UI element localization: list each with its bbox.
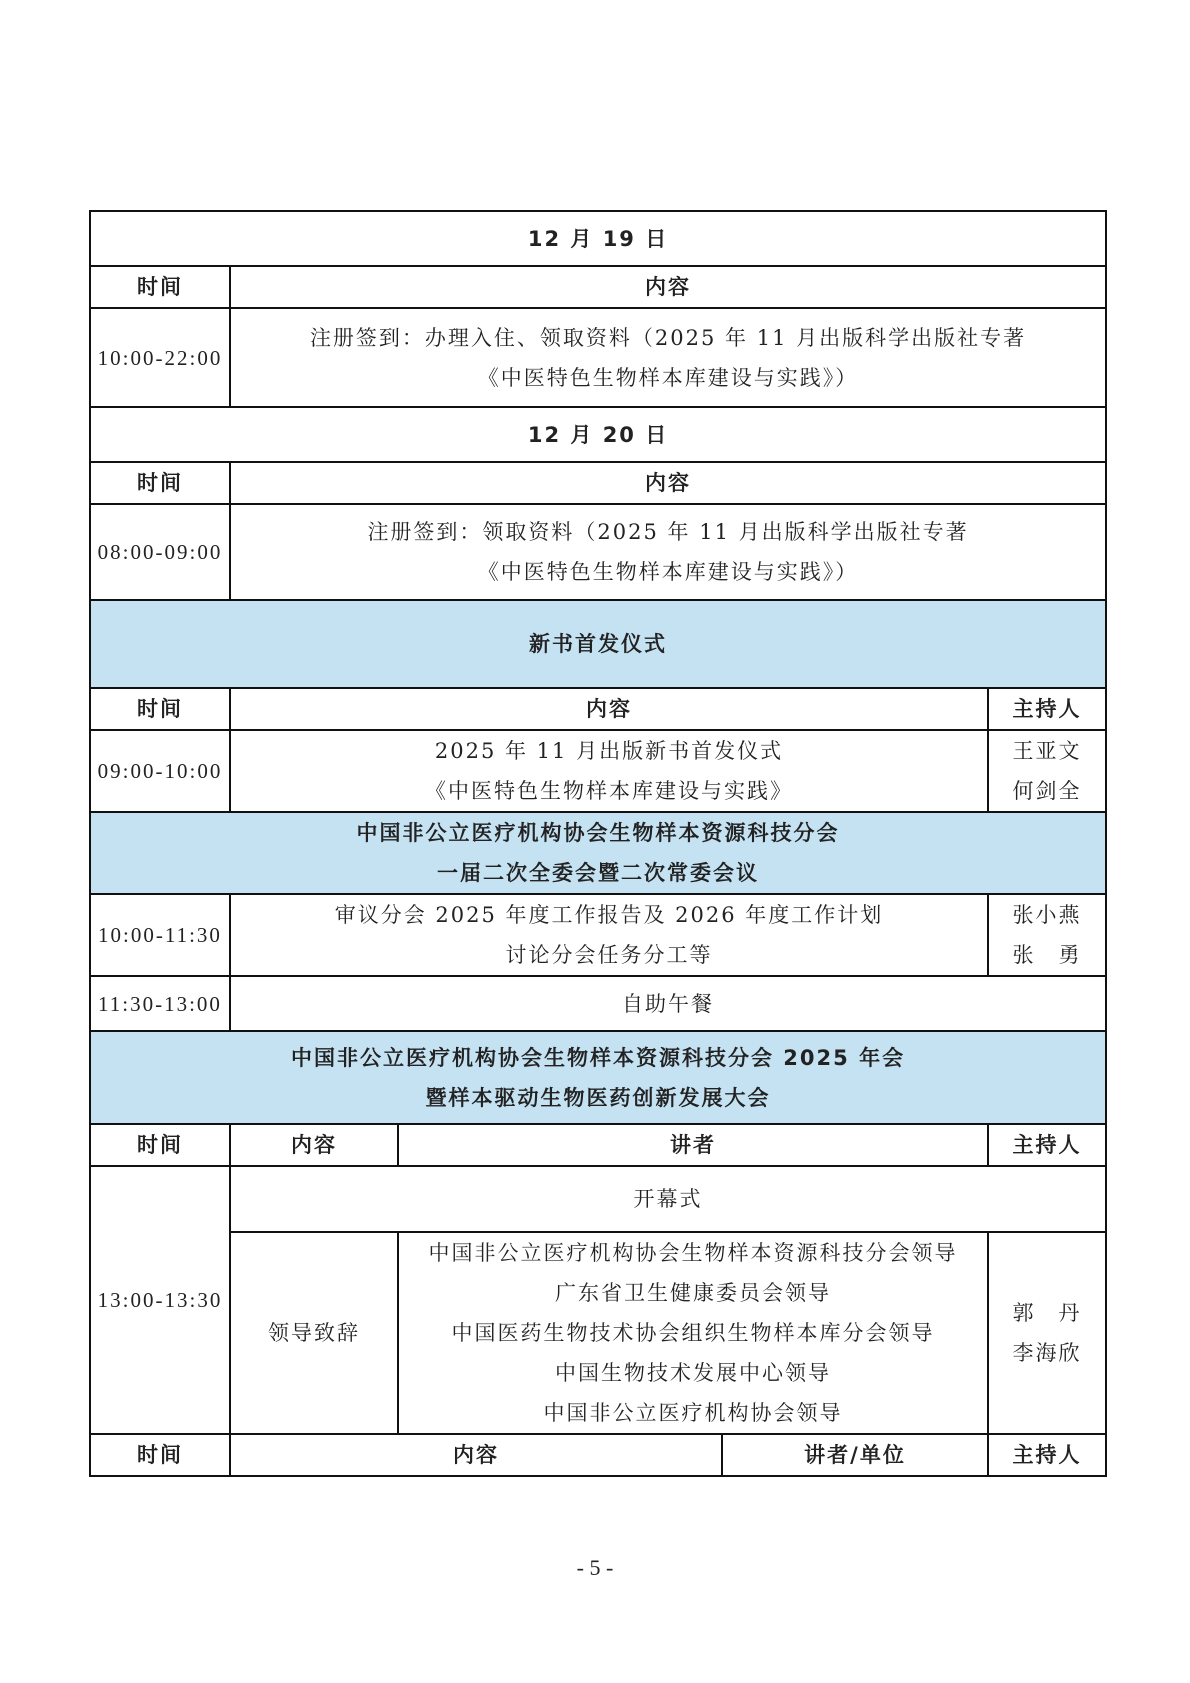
- lunch-row-time: 11:30-13:00: [90, 976, 230, 1031]
- launch-header-content: 内容: [230, 688, 988, 730]
- annual-opening: 开幕式: [230, 1166, 1106, 1232]
- lunch-row: [90, 976, 1106, 1031]
- launch-host2: 何剑全: [1012, 779, 1082, 803]
- launch-row: [90, 730, 1106, 812]
- day1-row: [90, 308, 1106, 407]
- launch-row-line1: 2025 年 11 月出版新书首发仪式: [434, 739, 784, 763]
- day2-header-time: 时间: [90, 462, 230, 504]
- launch-row-content: [230, 730, 988, 812]
- launch-host1: 王亚文: [1012, 739, 1082, 763]
- launch-header-host: 主持人: [988, 688, 1106, 730]
- launch-title: 新书首发仪式: [90, 600, 1106, 688]
- day1-header-content: 内容: [230, 266, 1106, 308]
- footer-header-host: 主持人: [988, 1434, 1106, 1476]
- day2-row-line2: 《中医特色生物样本库建设与实践》）: [477, 560, 859, 584]
- annual-speaker: 中国非公立医疗机构协会领导: [543, 1401, 843, 1425]
- launch-row-line2: 《中医特色生物样本库建设与实践》: [425, 779, 793, 803]
- annual-header-speaker: 讲者: [398, 1124, 988, 1166]
- day1-date: 12 月 19 日: [90, 211, 1106, 266]
- committee-title2: 一届二次全委会暨二次常委会议: [437, 861, 760, 885]
- annual-header-content: 内容: [230, 1124, 398, 1166]
- day2-row: [90, 504, 1106, 600]
- annual-title1: 中国非公立医疗机构协会生物样本资源科技分会 2025 年会: [291, 1045, 906, 1070]
- annual-host: [988, 1232, 1106, 1434]
- annual-row-time: 13:00-13:30: [90, 1166, 230, 1434]
- annual-title: [90, 1031, 1106, 1124]
- day1-row-time: 10:00-22:00: [90, 308, 230, 407]
- annual-opening-row: [90, 1166, 1106, 1232]
- annual-header-host: 主持人: [988, 1124, 1106, 1166]
- schedule-table: [89, 210, 1107, 1477]
- page-number: - 5 -: [576, 1555, 614, 1580]
- committee-row-content: [230, 894, 988, 976]
- committee-title: [90, 812, 1106, 894]
- annual-title2: 暨样本驱动生物医药创新发展大会: [425, 1085, 771, 1110]
- committee-row: [90, 894, 1106, 976]
- committee-row-time: 10:00-11:30: [90, 894, 230, 976]
- day2-row-time: 08:00-09:00: [90, 504, 230, 600]
- committee-host1: 张小燕: [1012, 903, 1082, 927]
- launch-row-host: [988, 730, 1106, 812]
- annual-header-time: 时间: [90, 1124, 230, 1166]
- day1-header-row: [90, 266, 1106, 308]
- annual-title-row: [90, 1031, 1106, 1124]
- day2-header-row: [90, 462, 1106, 504]
- annual-host1: 郭 丹: [1012, 1301, 1082, 1325]
- committee-row-line2: 讨论分会任务分工等: [505, 943, 713, 967]
- annual-host2: 李海欣: [1012, 1341, 1082, 1365]
- committee-row-host: [988, 894, 1106, 976]
- day1-header-time: 时间: [90, 266, 230, 308]
- annual-speakers: [398, 1232, 988, 1434]
- footer-header-speaker: 讲者/单位: [722, 1434, 988, 1476]
- launch-header-time: 时间: [90, 688, 230, 730]
- launch-row-time: 09:00-10:00: [90, 730, 230, 812]
- committee-title-row: [90, 812, 1106, 894]
- day2-date-row: [90, 407, 1106, 462]
- launch-title-row: [90, 600, 1106, 688]
- annual-footer-header-row: [90, 1434, 1106, 1476]
- annual-speaker: 中国生物技术发展中心领导: [555, 1361, 831, 1385]
- committee-host2: 张 勇: [1012, 943, 1082, 967]
- day1-date-row: [90, 211, 1106, 266]
- day2-date: 12 月 20 日: [90, 407, 1106, 462]
- annual-speech-label: 领导致辞: [230, 1232, 398, 1434]
- annual-speaker: 广东省卫生健康委员会领导: [555, 1281, 831, 1305]
- committee-row-line1: 审议分会 2025 年度工作报告及 2026 年度工作计划: [334, 903, 884, 927]
- annual-speaker: 中国非公立医疗机构协会生物样本资源科技分会领导: [428, 1241, 958, 1265]
- day2-header-content: 内容: [230, 462, 1106, 504]
- day1-row-line1: 注册签到：办理入住、领取资料（2025 年 11 月出版科学出版社专著: [309, 325, 1027, 350]
- lunch-row-content: 自助午餐: [230, 976, 1106, 1031]
- day1-row-line2: 《中医特色生物样本库建设与实践》）: [477, 365, 859, 390]
- annual-speech-row: [90, 1232, 1106, 1434]
- annual-speaker: 中国医药生物技术协会组织生物样本库分会领导: [451, 1321, 935, 1345]
- day2-row-content: [230, 504, 1106, 600]
- annual-header-row: [90, 1124, 1106, 1166]
- launch-header-row: [90, 688, 1106, 730]
- day2-row-line1: 注册签到：领取资料（2025 年 11 月出版科学出版社专著: [367, 520, 969, 544]
- footer-header-content: 内容: [230, 1434, 722, 1476]
- footer-header-time: 时间: [90, 1434, 230, 1476]
- committee-title1: 中国非公立医疗机构协会生物样本资源科技分会: [356, 821, 840, 845]
- day1-row-content: [230, 308, 1106, 407]
